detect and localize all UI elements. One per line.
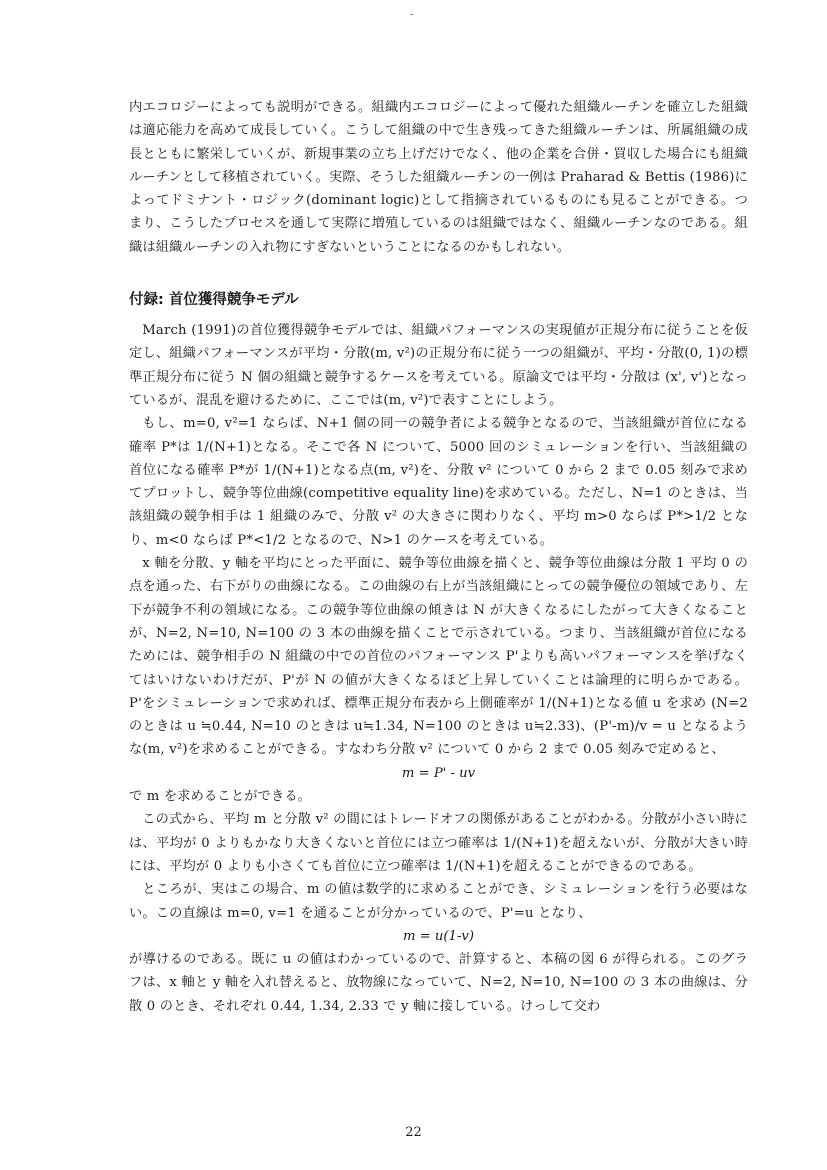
scan-mark: [410, 14, 413, 15]
body-paragraph: で m を求めることができる。: [129, 789, 312, 805]
equation: m = u(1-v): [402, 928, 475, 944]
body-paragraph: March (1991)の首位獲得競争モデルでは、組織パフォーマンスの実現値が正規分布に従うことを仮定し、組織パフォーマンスが平均・分散(m, v²)の正規分布に従う一つの組織が、平均・分散(0, 1)の標準正規分布に従う N 個の組織と競争するケースを考えている。原論文では平均・分散は (x', v')となっているが、混乱を避けるために、ここでは(m, v²)で表すことにしよう。: [129, 323, 748, 408]
equation: m = P' - uv: [401, 765, 476, 781]
body-paragraph: この式から、平均 m と分散 v² の間にはトレードオフの関係があることがわかる。分散が小さい時には、平均が 0 よりもかなり大きくないと首位には立つ確率は 1/(N+1)を超えないが、分散が大きい時には、平均が 0 よりも小さくても首位に立つ確率は 1/(N+1)を超えることができるのである。: [129, 812, 748, 874]
body-paragraph: ところが、実はこの場合、m の値は数学的に求めることができ、シミュレーションを行う必要はない。この直線は m=0, v=1 を通ることが分かっているので、P'=u となり、: [129, 882, 748, 921]
body-paragraph: x 軸を分散、y 軸を平均にとった平面に、競争等位曲線を描くと、競争等位曲線は分散 1 平均 0 の点を通った、右下がりの曲線になる。この曲線の右上が当該組織にとっての競争優位の領域であり、左下が競争不利の領域になる。この競争等位曲線の傾きは N が大きくなるにしたがって大きくなることが、N=2, N=10, N=100 の 3 本の曲線を描くことで示されている。つまり、当該組織が首位になるためには、競争相手の N 組織の中での首位のパフォーマンス P'よりも高いパフォーマンスを挙げなくてはいけないわけだが、P'が N の値が大きくなるほど上昇していくことは論理的に明らかである。P'をシミュレーションで求めれば、標準正規分布表から上側確率が 1/(N+1)となる値 u を求め (N=2 のときは u ≒0.44, N=10 のときは u≒1.34, N=100 のときは u≒2.33)、(P'-m)/v = u となるような(m, v²)を求めることができる。すなわち分散 v² について 0 から 2 まで 0.05 刻みで定めると、: [129, 556, 748, 758]
page-content: [129, 96, 748, 1018]
body-paragraph: もし、m=0, v²=1 ならば、N+1 個の同一の競争者による競争となるので、当該組織が首位になる確率 P*は 1/(N+1)となる。そこで各 N について、5000 回のシミュレーションを行い、当該組織の首位になる確率 P*が 1/(N+1)となる点(m, v²)を、分散 v² について 0 から 2 まで 0.05 刻みで求めてプロットし、競争等位曲線(competitive equality line)を求めている。ただし、N=1 のときは、当該組織の競争相手は 1 組織のみで、分散 v² の大きさに関わりなく、平均 m>0 ならば P*>1/2 となり、m<0 ならば P*<1/2 となるので、N>1 のケースを考えている。: [129, 416, 748, 548]
section-heading: 付録: 首位獲得競争モデル: [129, 292, 299, 309]
page-number: 22: [405, 1125, 422, 1140]
body-paragraph: が導けるのである。既に u の値はわかっているので、計算すると、本稿の図 6 が得られる。このグラフは、x 軸と y 軸を入れ替えると、放物線になっていて、N=2, N=10, N=100 の 3 本の曲線は、分散 0 のとき、それぞれ 0.44, 1.34, 2.33 で y 軸に接している。けっして交わ: [129, 952, 748, 1014]
body-paragraph: 内エコロジーによっても説明ができる。組織内エコロジーによって優れた組織ルーチンを確立した組織は適応能力を高めて成長していく。こうして組織の中で生き残ってきた組織ルーチンは、所属組織の成長とともに繁栄していくが、新規事業の立ち上げだけでなく、他の企業を合併・買収した場合にも組織ルーチンとして移植されていく。実際、そうした組織ルーチンの一例は Praharad & Bettis (1986)によってドミナント・ロジック(dominant logic)として指摘されているものにも見ることができる。つまり、こうしたプロセスを通して実際に増殖しているのは組織ではなく、組織ルーチンなのである。組織は組織ルーチンの入れ物にすぎないということになるのかもしれない。: [129, 100, 748, 255]
